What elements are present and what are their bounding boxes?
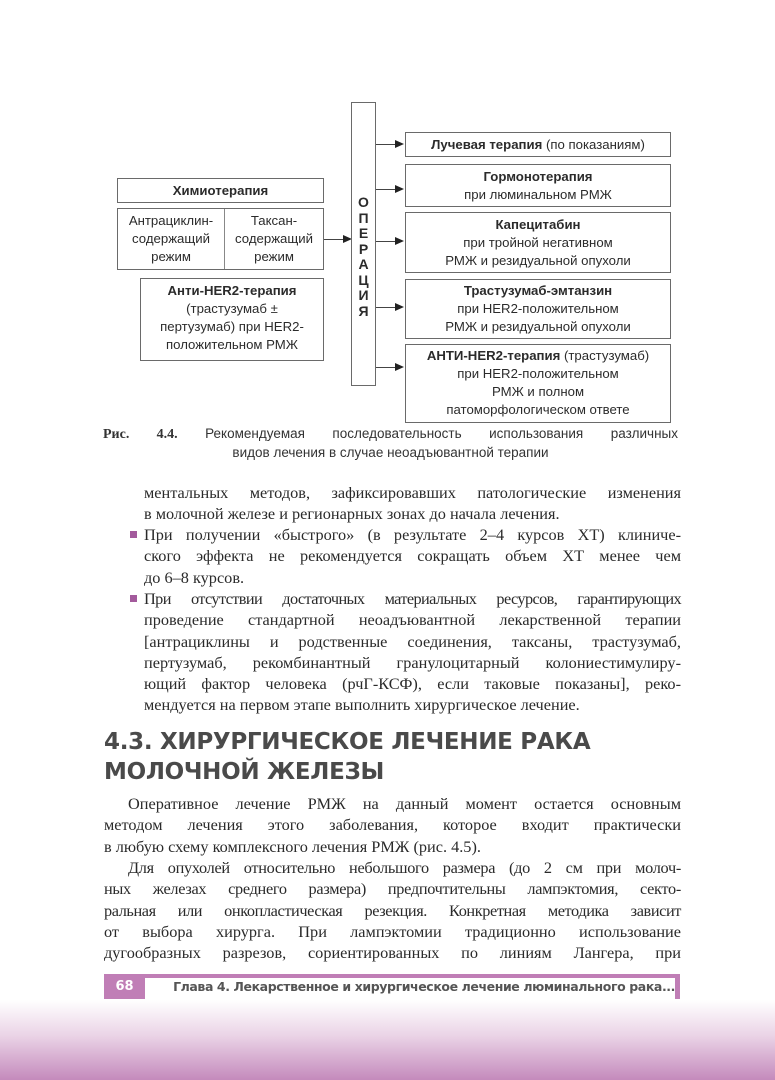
connector-line	[376, 189, 396, 190]
figure-caption	[103, 425, 678, 462]
chemo-title-box	[117, 178, 324, 203]
outcome-title: Гормонотерапия	[483, 169, 593, 184]
running-head: Глава 4. Лекарственное и хирургическое лечение люминального рака...	[173, 979, 675, 994]
page-bottom-gradient	[0, 1000, 775, 1080]
text-line: дугообразных разрезов, сориентированных по линиям Лангера, при	[104, 943, 681, 963]
regimen-line: содержащий	[235, 231, 313, 246]
outcome-line: при HER2-положительном	[457, 366, 619, 381]
text-line: методом лечения этого заболевания, которое входит практически	[104, 815, 681, 835]
anti-her2-line: положительном РМЖ	[166, 337, 298, 352]
text-line: При получении «быстрого» (в результате 2–4 курсов ХТ) клиниче-	[144, 525, 681, 544]
text-line: ментальных методов, зафиксировавших патологические изменения	[144, 483, 681, 502]
text-line: ского эффекта не рекомендуется сокращать объем ХТ менее чем	[144, 546, 681, 566]
text-line: в любую схему комплексного лечения РМЖ (рис. 4.5).	[104, 836, 481, 856]
outcome-hormonotherapy	[405, 164, 671, 207]
text-line: до 6–8 курсов.	[144, 567, 245, 587]
operation-letter: Е	[358, 225, 369, 241]
outcome-title: Лучевая терапия	[431, 137, 543, 152]
connector-line	[376, 144, 396, 145]
outcome-capecitabine	[405, 212, 671, 273]
anti-her2-line: пертузумаб) при HER2-	[160, 319, 304, 334]
operation-letter: Р	[358, 240, 369, 257]
chemo-regimens-box	[117, 208, 324, 270]
regimen-line: Антрациклин-	[128, 213, 214, 228]
outcome-line: при HER2-положительном	[457, 301, 619, 316]
regimen-line: Таксан-	[250, 213, 298, 228]
text-line: пертузумаб, рекомбинантный гранулоцитарный колониестимулиру-	[144, 652, 681, 672]
outcome-line: РМЖ и резидуальной опухоли	[445, 319, 631, 334]
arrow-icon	[395, 363, 404, 371]
regimen-line: режим	[151, 249, 191, 264]
figure-label: Рис. 4.4.	[103, 427, 178, 442]
text-line: мендуется на первом этапе выполнить хирургическое лечение.	[144, 695, 580, 715]
text-line: проведение стандартной неоадъювантной лекарственной терапии	[144, 610, 681, 630]
text-line: При отсутствии достаточных материальных ресурсов, гарантирующих	[144, 589, 681, 608]
anti-her2-title: Анти-HER2-терапия	[167, 283, 297, 298]
continuation-paragraph	[144, 482, 681, 525]
outcome-note: (трастузумаб)	[560, 348, 650, 363]
bullet-square-icon	[130, 531, 137, 538]
arrow-icon	[395, 237, 404, 245]
anti-her2-line: (трастузумаб ±	[186, 301, 278, 316]
text-line: Оперативное лечение РМЖ на данный момент остается основным	[128, 794, 681, 813]
operation-letter: Я	[358, 302, 369, 319]
outcome-note: (по показаниям)	[542, 137, 645, 152]
chemo-title: Химиотерапия	[172, 183, 269, 198]
bullet-item	[144, 588, 681, 716]
caption-text: видов лечения в случае неоадъювантной терапии	[232, 445, 549, 460]
text-line: от выбора хирурга. При лампэктомии традиционно использование	[104, 921, 681, 941]
connector-line	[376, 367, 396, 368]
outcome-line: РМЖ и резидуальной опухоли	[445, 253, 631, 268]
paragraph	[104, 857, 681, 963]
text-line: ральная или онкопластическая резекция. Конкретная методика зависит	[104, 900, 681, 920]
page-number: 68	[104, 974, 145, 999]
operation-letter: Ц	[358, 271, 369, 288]
regimen-line: режим	[254, 249, 294, 264]
outcome-anti-her2	[405, 344, 671, 423]
outcome-line: при люминальном РМЖ	[464, 187, 612, 202]
section-heading	[104, 727, 664, 787]
text-line: в молочной железе и регионарных зонах до начала лечения.	[144, 504, 560, 524]
bullet-item	[144, 524, 681, 588]
operation-letter: А	[358, 256, 369, 272]
text-line: ющий фактор человека (рчГ-КСФ), если таковые показаны], реко-	[144, 674, 681, 694]
outcome-title: Капецитабин	[495, 217, 581, 232]
heading-line: 4.3. ХИРУРГИЧЕСКОЕ ЛЕЧЕНИЕ РАКА	[104, 729, 591, 755]
taxane-regimen	[225, 212, 323, 266]
connector-line	[376, 307, 396, 308]
arrow-icon	[395, 140, 404, 148]
outcome-line: патоморфологическом ответе	[446, 402, 630, 417]
anthracycline-regimen	[118, 212, 224, 266]
connector-line	[324, 239, 344, 240]
outcome-line: РМЖ и полном	[491, 384, 585, 399]
text-line: Для опухолей относительно небольшого размера (до 2 см при молоч-	[128, 858, 681, 877]
operation-letter: П	[358, 209, 369, 226]
anti-her2-box	[140, 278, 324, 361]
bullet-square-icon	[130, 595, 137, 602]
caption-text: Рекомендуемая последовательность использования различных	[205, 426, 678, 441]
outcome-line: при тройной негативном	[463, 235, 613, 250]
text-line: ных железах среднего размера) предпочтительны лампэктомия, секто-	[104, 879, 681, 899]
outcome-trastuzumab-emtansine	[405, 279, 671, 339]
operation-letter: О	[358, 194, 369, 210]
text-line: [антрациклины и родственные соединения, таксаны, трастузумаб,	[144, 631, 681, 651]
operation-label	[352, 195, 375, 319]
outcome-title: АНТИ-HER2-терапия	[426, 348, 561, 363]
outcome-title: Трастузумаб-эмтанзин	[463, 283, 613, 298]
heading-line: МОЛОЧНОЙ ЖЕЛЕЗЫ	[104, 759, 385, 785]
arrow-icon	[395, 185, 404, 193]
operation-box	[351, 102, 376, 386]
outcome-radiotherapy	[405, 132, 671, 157]
operation-letter: И	[358, 287, 369, 303]
arrow-icon	[395, 303, 404, 311]
connector-line	[376, 241, 396, 242]
paragraph	[104, 793, 681, 857]
regimen-line: содержащий	[132, 231, 210, 246]
